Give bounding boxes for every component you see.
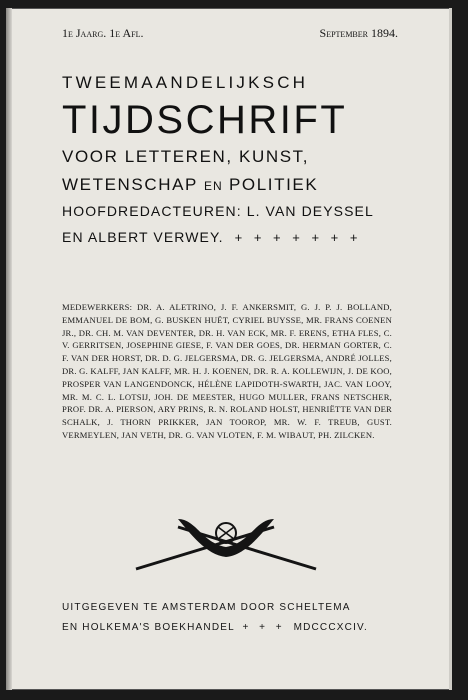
publisher-footer [62, 598, 392, 638]
page-binding-shadow [6, 8, 12, 690]
issue-number: 1e Jaarg. 1e Afl. [62, 26, 144, 40]
publisher-emblem-icon [126, 513, 326, 573]
footer-cross-ornaments: + + + [242, 622, 286, 633]
editors-names: EN ALBERT VERWEY. [62, 229, 224, 245]
publication-year: MDCCCXCIV. [293, 622, 368, 633]
subtitle-en: EN [203, 179, 223, 193]
journal-cover-page [6, 8, 452, 690]
subtitle-line-2 [62, 172, 402, 200]
main-title: TIJDSCHRIFT [62, 98, 348, 142]
issue-date: September 1894. [319, 26, 398, 40]
subtitle-line-1: VOOR LETTEREN, KUNST, [62, 147, 310, 166]
title-kicker: TWEEMAANDELIJKSCH [62, 73, 309, 92]
issue-header [62, 26, 398, 42]
page-edge [449, 8, 452, 690]
subtitle-wetenschap: WETENSCHAP [62, 175, 198, 194]
publisher-line-1: UITGEGEVEN TE AMSTERDAM DOOR SCHELTEMA [62, 602, 351, 613]
publisher-name: EN HOLKEMA'S BOEKHANDEL [62, 622, 235, 633]
publisher-line-2 [62, 618, 392, 638]
editors-line-2 [62, 226, 402, 252]
cross-ornaments: + + + + + + + [234, 230, 362, 245]
editors-line-1: HOOFDREDACTEUREN: L. VAN DEYSSEL [62, 203, 374, 219]
title-block [62, 70, 402, 252]
contributors-list: MEDEWERKERS: DR. A. ALETRINO, J. F. ANKERSMIT, G. J. P. J. BOLLAND, EMMANUEL DE BOM, G. BUSKEN HUËT, CYRIEL BUYSSE, MR. FRANS COENEN JR., DR. CH. M. VAN DEVENTER, DR. H. VAN ECK, MR. F. ERENS, ETHA FLES, C. V. GERRITSEN, JOSEPHINE GIESE, F. VAN DER GOES, DR. HERMAN GORTER, C. F. VAN DER HORST, DR. D. G. JELGERSMA, DR. G. JELGERSMA, ANDRÉ JOLLES, DR. G. KALFF, JAN KALFF, MR. H. J. KOENEN, DR. R. A. KOLLEWIJN, J. DE KOO, PROSPER VAN LANGENDONCK, HÉLÈNE LAPIDOTH-SWARTH, JAC. VAN LOOY, MR. M. C. L. LOTSIJ, JOH. DE MEESTER, HUGO MULLER, FRANS NETSCHER, PROF. DR. A. PIERSON, ARY PRINS, R. N. ROLAND HOLST, HENRIËTTE VAN DER SCHALK, J. THORN PRIKKER, JAN TOOROP, MR. W. F. TREUB, GUST. VERMEYLEN, JAN VETH, DR. G. VAN VLOTEN, F. M. WIBAUT, PH. ZILCKEN. [62, 302, 392, 440]
subtitle-politiek: POLITIEK [228, 175, 319, 194]
